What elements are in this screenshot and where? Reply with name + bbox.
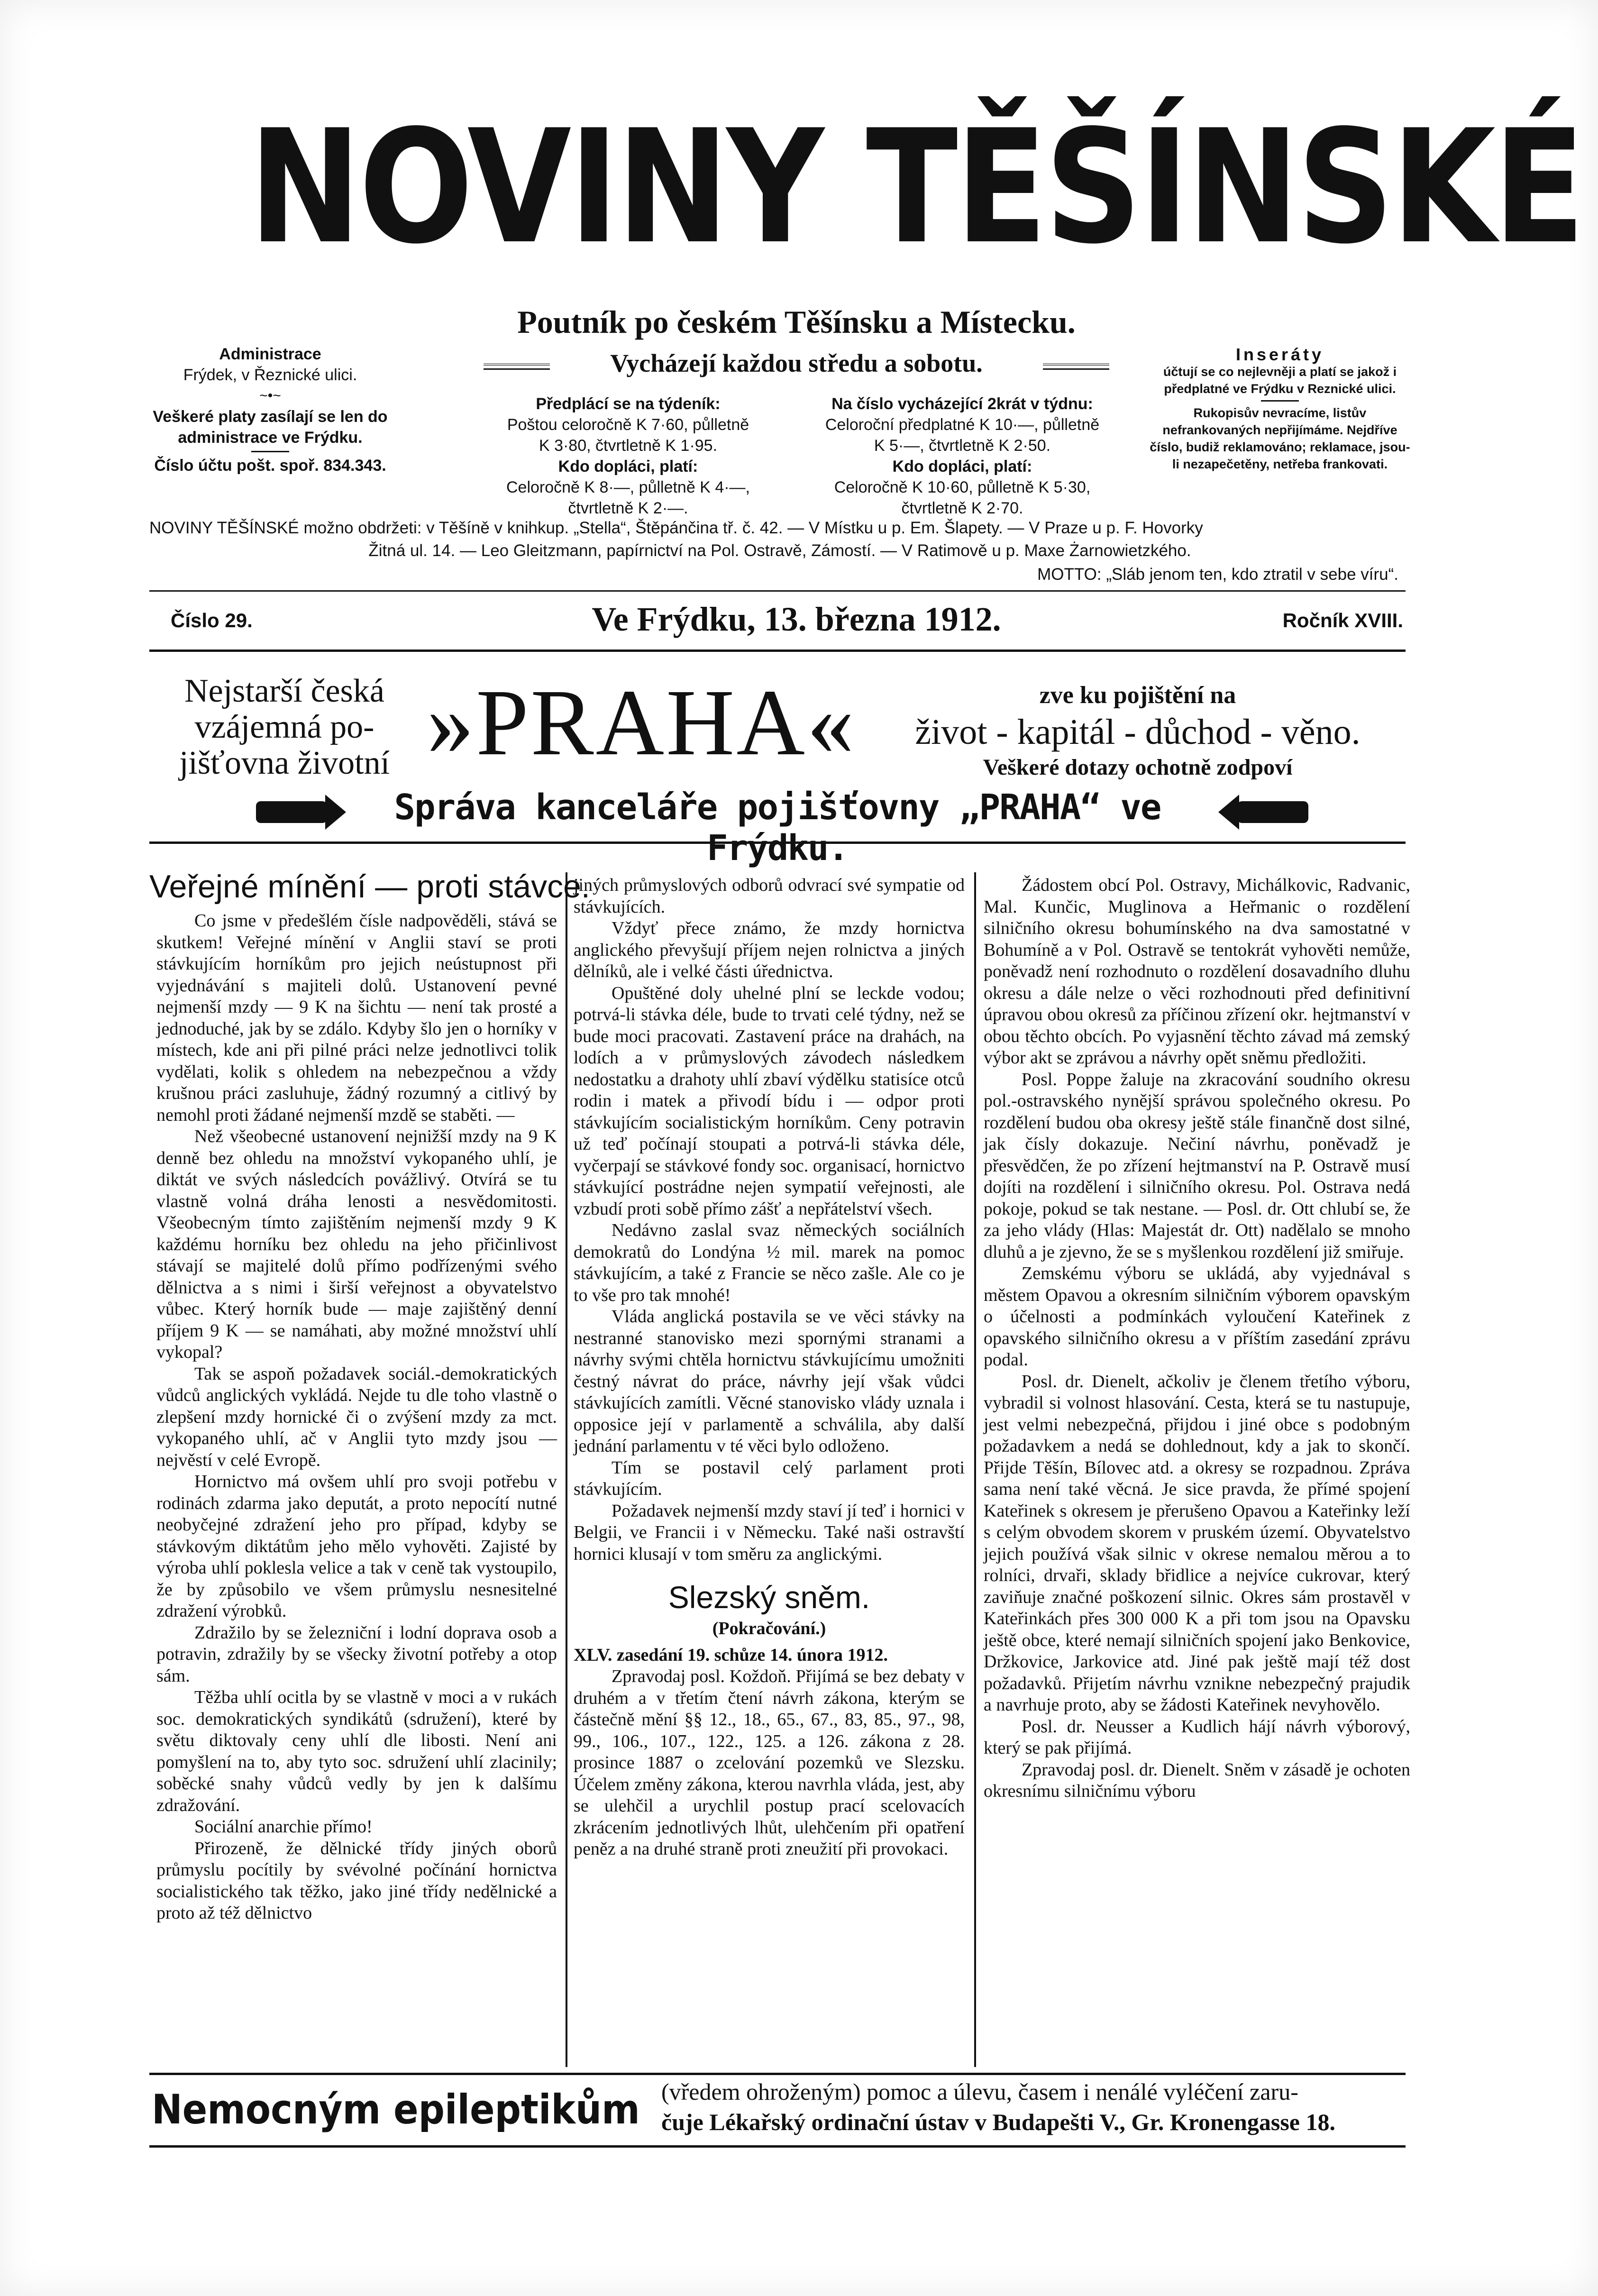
praha-left-line2: vzájemná po-: [194, 709, 374, 745]
administration-block: [152, 344, 389, 476]
ads-block: [1147, 346, 1413, 473]
sub-twice-heading: Na číslo vycházející 2krát v týdnu:: [831, 395, 1093, 413]
issue-year: Ročník XVIII.: [1282, 609, 1403, 631]
bottom-ad-line1: (vředem ohroženým) pomoc a úlevu, časem i nenálé vyléčení zaru-: [661, 2078, 1298, 2105]
sub-twice-line1: Celoroční předplatné K 10·—, půlletně: [825, 416, 1100, 434]
sub-weekly-heading: Předplácí se na týdeník:: [536, 395, 721, 413]
sub-weekly-line3: Celoročně K 8·—, půlletně K 4·—,: [506, 478, 750, 496]
col3-paragraph: Posl. dr. Neusser a Kudlich hájí návrh výborový, který se pak přijímá.: [984, 1716, 1410, 1758]
distribution-line1: NOVINY TĚŠÍNSKÉ možno obdržeti: v Těšíně v knihkup. „Stella“, Štěpánčina tř. č. 42. — V Místku u p. Em. Šlapety. — V Praze u p. F. Hovorky: [149, 519, 1203, 537]
masthead-subtitle: Poutník po českém Těšínsku a Místecku.: [517, 304, 1076, 340]
article1-paragraph: Zdražilo by se železniční i lodní doprava osob a potravin, zdražily by se všecky životní potřeby a otop sám.: [156, 1622, 557, 1686]
praha-right-line1: zve ku pojištění na: [1039, 682, 1236, 709]
praha-footer: Správa kanceláře pojišťovny „PRAHA“ ve Frýdku.: [394, 787, 1161, 869]
ads-text2: Rukopisův nevracíme, listův nefrankovaných nepřijímáme. Nejdříve číslo, budiž reklamováno; reklamace, jsou-li nezapečetěny, netřeba frankovati.: [1150, 406, 1410, 471]
praha-left-text: [142, 673, 427, 781]
rule: [149, 2073, 1406, 2075]
sněm-continued: (Pokračování.): [712, 1619, 826, 1638]
ads-text1: účtují se co nejlevněji a platí se jakož i předplatné ve Frýdku v Reznické ulici.: [1163, 365, 1397, 396]
article1-paragraph: Přirozeně, že dělnické třídy jiných oborů průmyslu pocítily by svévolné počínání hornictva socialistického tak těžko, jako jiné třídy nedělnické a proto až též dělnictvo: [156, 1838, 557, 1923]
admin-address: Frýdek, v Řeznické ulici.: [183, 366, 357, 384]
admin-heading: Administrace: [219, 345, 321, 363]
article1-paragraph: Hornictvo má ovšem uhlí pro svoji potřebu v rodinách zdarma jako deputát, a proto nepocítí nutné neobyčejné zdražení jeho pro případ, kdyby se stávkovým diktátům jeho mělo vyhověti. Zajisté by výroba uhlí poklesla velice a tak v ceně tak vystoupilo, že by způsobilo ve všem průmyslu nesnesitelné zdražení výrobků.: [156, 1472, 557, 1621]
rule: [149, 590, 1406, 592]
article1-paragraph: Tak se aspoň požadavek sociál.-demokratických vůdců anglických vykládá. Nejde tu dle toho vlastně o zlepšení mzdy hornické či o zvýšení mzdy za mct. vykopaného uhlí, ač v Anglii tyto mzdy jsou — nejvěstí v celé Evropě.: [156, 1363, 557, 1470]
col2-paragraph: Vláda anglická postavila se ve věci stávky na nestranné stanovisko mezi spornými stranami a návrhy svými chtěla hornictvu stávkujícímu umožniti čestný návrat do práce, návrhy její však vůdci stávkujících zamítli. Věcné stanovisko vlády uznala i opposice její v parlamentě a schválila, aby další jednání parlamentu v té věci bylo odloženo.: [574, 1307, 965, 1456]
sub-weekly-line4: čtvrtletně K 2·—.: [568, 499, 688, 517]
column-rule: [566, 872, 567, 2067]
sněm-heading: Slezský sněm.: [668, 1580, 870, 1615]
sub-twice-line4: čtvrtletně K 2·70.: [901, 499, 1023, 517]
subscription-weekly: [472, 393, 785, 519]
pointing-hand-icon: [1237, 801, 1308, 823]
issue-number: Číslo 29.: [171, 609, 253, 631]
praha-right-line3: Veškeré dotazy ochotně zodpoví: [983, 755, 1293, 780]
article1-paragraph: Sociální anarchie přímo!: [194, 1817, 373, 1837]
praha-right-text: [863, 680, 1413, 782]
col3-paragraph: Posl. Poppe žaluje na zkracování soudního okresu pol.-ostravského nynější správou společného okresu. Po rozdělení budou oba okresy ještě stále finančně dost silné, jak čísly dokazuje. Nečiní návrhu, poněvadž je přesvědčen, že po zřízení hejtmanství na P. Ostravě musí dojíti na rozdělení i silničního okresu. Pol. Ostrava nedá pokoje, pokud se tak nestane. — Posl. dr. Ott chlubí se, že za jeho vlády (Hlas: Majestát dr. Ott) nadělalo se mnoho dluhů a je zjevno, že se s myšlenkou rozdělení již smiřuje.: [984, 1069, 1410, 1262]
sub-weekly-heading2: Kdo dopláci, platí:: [558, 457, 698, 476]
col3-paragraph: Žádostem obcí Pol. Ostravy, Michálkovic, Radvanic, Mal. Kunčic, Muglinova a Heřmanic o rozdělení silničního okresu bohumínského na dva samostatné v Bohumíně a v Pol. Ostravě se tentokrát vyhověti nemůže, poněvadž není rozhodnuto o rozdělení dosavadního dluhu okresu a dále nelze o věci rozhodnouti před definitivní úpravou obou okresů za příčinou zřízení okr. hejtmanství v obou těchto obcích. Po vyjasnění těchto závad má zemský výbor akt se zprávou a návrhy opět sněmu předložiti.: [984, 875, 1410, 1068]
bottom-ad-text: [661, 2076, 1410, 2137]
col2-paragraph: Nedávno zaslal svaz německých sociálních demokratů do Londýna ½ mil. marek na pomoc stávkujícím, a také z Francie se něco zašle. Ale co je to vše pro tak mnohé!: [574, 1220, 965, 1305]
divider: [1261, 400, 1299, 402]
schedule-text: Vycházejí každou středu a sobotu.: [610, 349, 983, 377]
praha-left-line1: Nejstarší česká: [184, 673, 384, 709]
issue-dateline: Ve Frýdku, 13. března 1912.: [592, 600, 1001, 638]
motto: MOTTO: „Sláb jenom ten, kdo ztratil v sebe víru“.: [1037, 565, 1398, 584]
sub-weekly-line2: K 3·80, čtvrtletně K 1·95.: [539, 437, 718, 455]
rule: [149, 649, 1406, 652]
praha-left-line3: jišťovna životní: [179, 745, 390, 781]
ads-heading: Inseráty: [1235, 345, 1324, 364]
column-rule: [974, 872, 976, 2067]
ornament: ~•~: [259, 388, 281, 403]
article1-paragraph: Co jsme v předešlém čísle nadpověděli, stává se skutkem! Veřejné mínění v Anglii staví se proti stávkujícím horníkům pro jejich neústupnost při vyjednávání s majiteli dolů. Ustanovení pevné nejmenší mzdy — 9 K na šichtu — není tak prosté a jednoduché, jak by se zdálo. Kdyby šlo jen o horníky v místech, kde ani při pilné práci nelze jednotlivci tolik vydělati, kolik s ohledem na nebezpečnou a vždy krušnou práci zasluhuje, žádný rozumný a citlivý by nemohl proti žádané nejmenší mzdě se staběti. —: [156, 911, 557, 1125]
col2-paragraph: Opuštěné doly uhelné plní se leckde vodou; potrvá-li stávka déle, bude to trvati celé týdny, než se bude moci pracovati. Zastavení práce na drahách, na lodích a v průmyslových závodech následkem nedostatku a drahoty uhlí zbaví výdělku statisíce otců rodin i matek a přivodí bídu i — odpor proti stávkujícím socialistickým horníkům. Ceny potravin už teď počínají stoupati a potrvá-li stávka déle, vyčerpají se stávkové fondy soc. organisací, hornictvo stávkující postrádne nejen sympatií veřejnosti, ale vzbudí proti sobě přímo zášť a nepřátelství všech.: [574, 983, 965, 1219]
sub-twice-line2: K 5·—, čtvrtletně K 2·50.: [874, 437, 1051, 455]
article1-paragraph: Těžba uhlí ocitla by se vlastně v moci a v rukách soc. demokratických syndikátů (sdružení), které by světu diktovaly ceny uhlí dle libosti. Není ani pomyšlení na to, aby tyto soc. sdružení uhlí zlacinily; soběcké snahy vůdců vedly by jen k dalšímu zdražování.: [156, 1687, 557, 1815]
col2-paragraph: Vždyť přece známo, že mzdy hornictva anglického převyšují příjem nejen rolnictva a jiných dělníků, ale i velké části úřednictva.: [574, 918, 965, 981]
col2-paragraph: jiných průmyslových odborů odvrací své sympatie od stávkujících.: [574, 875, 965, 917]
rule: [149, 842, 1406, 844]
admin-payments: Veškeré platy zasílají se len do administrace ve Frýdku.: [153, 408, 388, 447]
sub-weekly-line1: Poštou celoročně K 7·60, půlletně: [507, 416, 749, 434]
col2-paragraph: Zpravodaj posl. Koždoň. Přijímá se bez debaty v druhém a v třetím čtení návrh zákona, kterým se částečně mění §§ 12., 18., 65., 67., 83, 85., 97., 98, 99., 106., 107., 122., 125. a 126. zákona z 28. prosince 1887 o zcelování pozemků ve Slezsku. Účelem změny zákona, kterou navrhla vláda, jest, aby se ulehčil a urychlil postup prací scelovacích zkrácením jednotlivých lhůt, ulehčením při opatření peněz a na druhé straně proti zneužití při provokaci.: [574, 1666, 965, 1859]
pointing-hand-icon: [256, 801, 327, 823]
article1-title: Veřejné mínění — proti stávce.: [149, 869, 590, 905]
rule: [149, 2145, 1406, 2148]
sub-twice-line3: Celoročně K 10·60, půlletně K 5·30,: [834, 478, 1091, 496]
col3-paragraph: Zpravodaj posl. dr. Dienelt. Sněm v zásadě je ochoten okresnímu silničnímu výboru: [984, 1759, 1410, 1801]
col3-paragraph: Posl. dr. Dienelt, ačkoliv je členem třetího výboru, vybradil si volnost hlasování. Cesta, která se tu nastupuje, jest velmi nebezpečná, přijdou i jiné obce s podobným požadavkem a nedá se dohlednout, kdy a jak to skončí. Přijde Těšín, Bílovec atd. a okresy se rozpadnou. Zpráva sama není také věcná. Je sice pravda, že přímé spojení Kateřinek s okresem je přerušeno Opavou a Kateřinky leží s celým obvodem skorem v pruském území. Obyvatelstvo jejich používá však silnic v okrese nemalou měrou a to rolníci, drvaři, sklady břidlice a nejvíce cukrovar, který zaviňuje značné poškození silnic. Okres sám prostavěl v Kateřinkách přes 300 000 K a při tom jsou na Opavsku ještě obce, které nemají silničních spojení jako Benkovice, Držkovice, Jarkovice atd. Jiné pak ještě mají též dost požadavků. Přijetím návrhu vznikne nebezpečný prajudik a navrhuje proto, aby se žádosti Kateřinek nevyhovělo.: [984, 1371, 1410, 1715]
sněm-session: XLV. zasedání 19. schůze 14. února 1912.: [574, 1645, 888, 1665]
col2-paragraph: Tím se postavil celý parlament proti stávkujícím.: [574, 1457, 965, 1499]
col3-paragraph: Zemskému výboru se ukládá, aby vyjednával s městem Opavou a okresním silničním výborem opavským o účelnosti a podmínkách vyloučení Kateřinek z opavského silničního okresu a v příštím zasedání zprávu podal.: [984, 1263, 1410, 1370]
masthead-title: NOVINY TĚŠÍNSKÉ: [248, 96, 1583, 278]
sub-twice-heading2: Kdo dopláci, platí:: [892, 457, 1032, 476]
bottom-ad-title: Nemocným epileptikům: [152, 2086, 640, 2133]
publication-schedule: [474, 348, 1119, 378]
col2-paragraph: Požadavek nejmenší mzdy staví jí teď i hornici v Belgii, ve Francii i v Německu. Také naši ostravští hornici klusají v tom směru za anglickými.: [574, 1500, 965, 1564]
article1-body: [156, 910, 557, 1924]
col3-body: [984, 875, 1410, 1802]
subscription-twice-weekly: [787, 393, 1138, 519]
bottom-ad-line2: čuje Lékařský ordinační ústav v Budapešti V., Gr. Kronengasse 18.: [661, 2109, 1335, 2135]
admin-account: Číslo účtu pošt. spoř. 834.343.: [154, 457, 386, 475]
praha-name: »PRAHA«: [427, 670, 856, 775]
col2-body: [574, 875, 965, 1860]
distribution-line2: Žitná ul. 14. — Leo Gleitzmann, papírnictví na Pol. Ostravě, Zámostí. — V Ratimově u p. Maxe Żarnowietzkého.: [368, 541, 1191, 560]
praha-right-line2: život - kapitál - důchod - věno.: [915, 712, 1361, 752]
article1-paragraph: Než všeobecné ustanovení nejnižší mzdy na 9 K denně bez ohledu na množství vykopaného uhlí, je diktát ve svých následcích povážlivý. Otvírá se tu vlastně volná dráha lenosti a nesvědomitosti. Všeobecným tímto zajištěním nejmenší mzdy 9 K každému horníku bez ohledu na jeho přičinlivost stávají se majitelé dolů přímo podřízenými svého dělnictva a s nimi i širší veřejnost a obyvatelstvo vůbec. Který horník bude — maje zajištěný denní příjem 9 K — se namáhati, aby možné množství uhlí vykopal?: [156, 1126, 557, 1362]
divider: [251, 451, 289, 452]
